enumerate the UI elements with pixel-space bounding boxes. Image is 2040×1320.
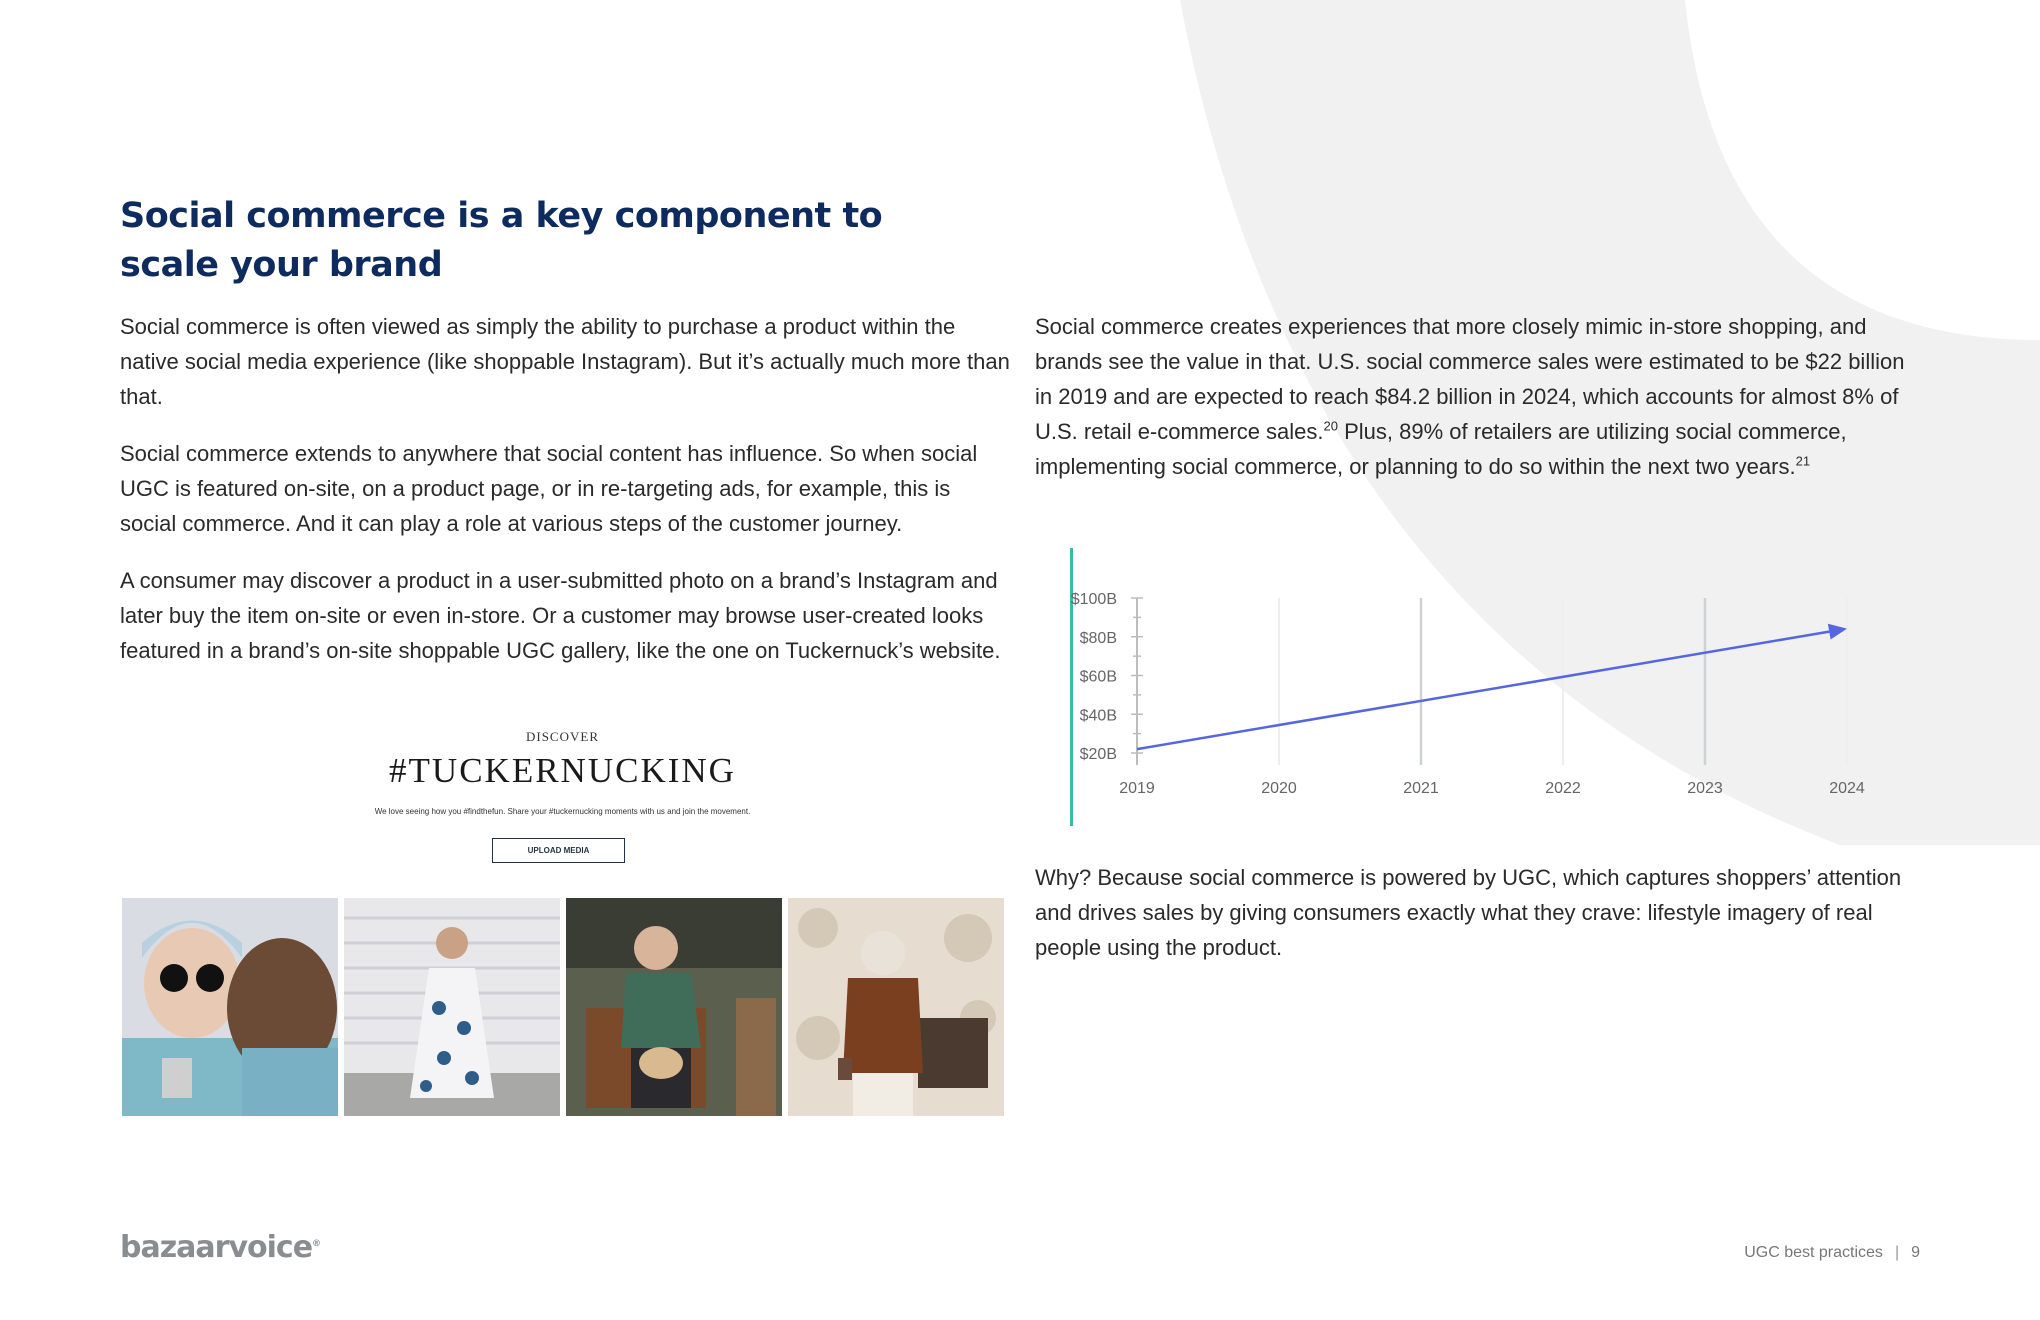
x-tick-label-2022: 2022 [1545,780,1581,797]
upload-media-button[interactable]: UPLOAD MEDIA [492,838,625,863]
ugc-photo-gallery [122,898,1004,1116]
x-tick-label-2024: 2024 [1829,780,1865,797]
document-title: UGC best practices [1744,1244,1883,1261]
footnote-ref-21: 21 [1795,453,1811,469]
left-paragraph-1: Social commerce is often viewed as simply the ability to purchase a product within the native social media experience (like shoppable Instagram). But it’s actually much more than that. [120,314,1010,409]
left-paragraph-3: A consumer may discover a product in a user-submitted photo on a brand’s Instagram and later buy the item on-site or even in-store. Or a customer may browse user-created looks featured in a brand’s on-site shoppable UGC gallery, like the one on Tuckernuck’s website. [120,568,1001,663]
series-arrowhead [1828,624,1847,640]
ugc-photo-3[interactable] [566,898,782,1116]
right-paragraph-1-text-b: Plus, 89% of retailers are utilizing social commerce, implementing social commerce, or planning to do so within the next two years. [1035,419,1847,479]
x-tick-label-2023: 2023 [1687,780,1723,797]
right-paragraph-1 [1035,309,1925,484]
y-tick-label-20: $20B [1079,746,1117,763]
promo-hashtag: #TUCKERNUCKING [389,751,736,790]
right-column [1035,309,1925,506]
ugc-photo-1[interactable] [122,898,338,1116]
logo-registered-mark: ® [312,1239,321,1249]
left-column [120,309,1010,690]
ugc-photo-4[interactable] [788,898,1004,1116]
logo-wordmark: bazaarvoice [120,1230,313,1265]
footer-separator: | [1894,1244,1900,1261]
ugc-photo-2[interactable] [344,898,560,1116]
page-number: 9 [1911,1244,1920,1261]
right-paragraph-1-text-a: Social commerce creates experiences that more closely mimic in-store shopping, and brands see the value in that. U.S. social commerce sales were estimated to be $22 billion in 2019 and are expected to reach $84.2 billion in 2024, which accounts for almost 8% of U.S. retail e-commerce sales. [1035,314,1905,444]
tuckernuck-promo [300,715,825,875]
right-column-lower [1035,860,1925,987]
page-title: Social commerce is a key component to scale your brand [120,196,883,285]
y-tick-label-40: $40B [1079,707,1117,725]
social-commerce-sales-chart [1070,548,1940,828]
x-tick-label-2020: 2020 [1261,780,1297,797]
x-tick-label-2021: 2021 [1403,780,1439,797]
x-tick-label-2019: 2019 [1119,780,1155,797]
promo-discover-label: DISCOVER [525,729,599,744]
promo-tagline: We love seeing how you #findthefun. Share your #tuckernucking moments with us and join the movement. [374,807,751,816]
page-footer [1744,1244,1920,1262]
footnote-ref-20: 20 [1323,418,1338,434]
y-tick-label-60: $60B [1079,668,1117,686]
right-paragraph-2: Why? Because social commerce is powered by UGC, which captures shoppers’ attention and drives sales by giving consumers exactly what they crave: lifestyle imagery of real people using the product. [1035,865,1902,960]
y-tick-label-80: $80B [1079,629,1117,647]
series-line [1137,632,1829,750]
bazaarvoice-logo[interactable] [120,1230,320,1265]
left-paragraph-2: Social commerce extends to anywhere that social content has influence. So when social UGC is featured on-site, on a product page, or in re-targeting ads, for example, this is social commerce. And it can play a role at various steps of the customer journey. [120,441,978,536]
y-tick-label-100: $100B [1070,591,1117,608]
